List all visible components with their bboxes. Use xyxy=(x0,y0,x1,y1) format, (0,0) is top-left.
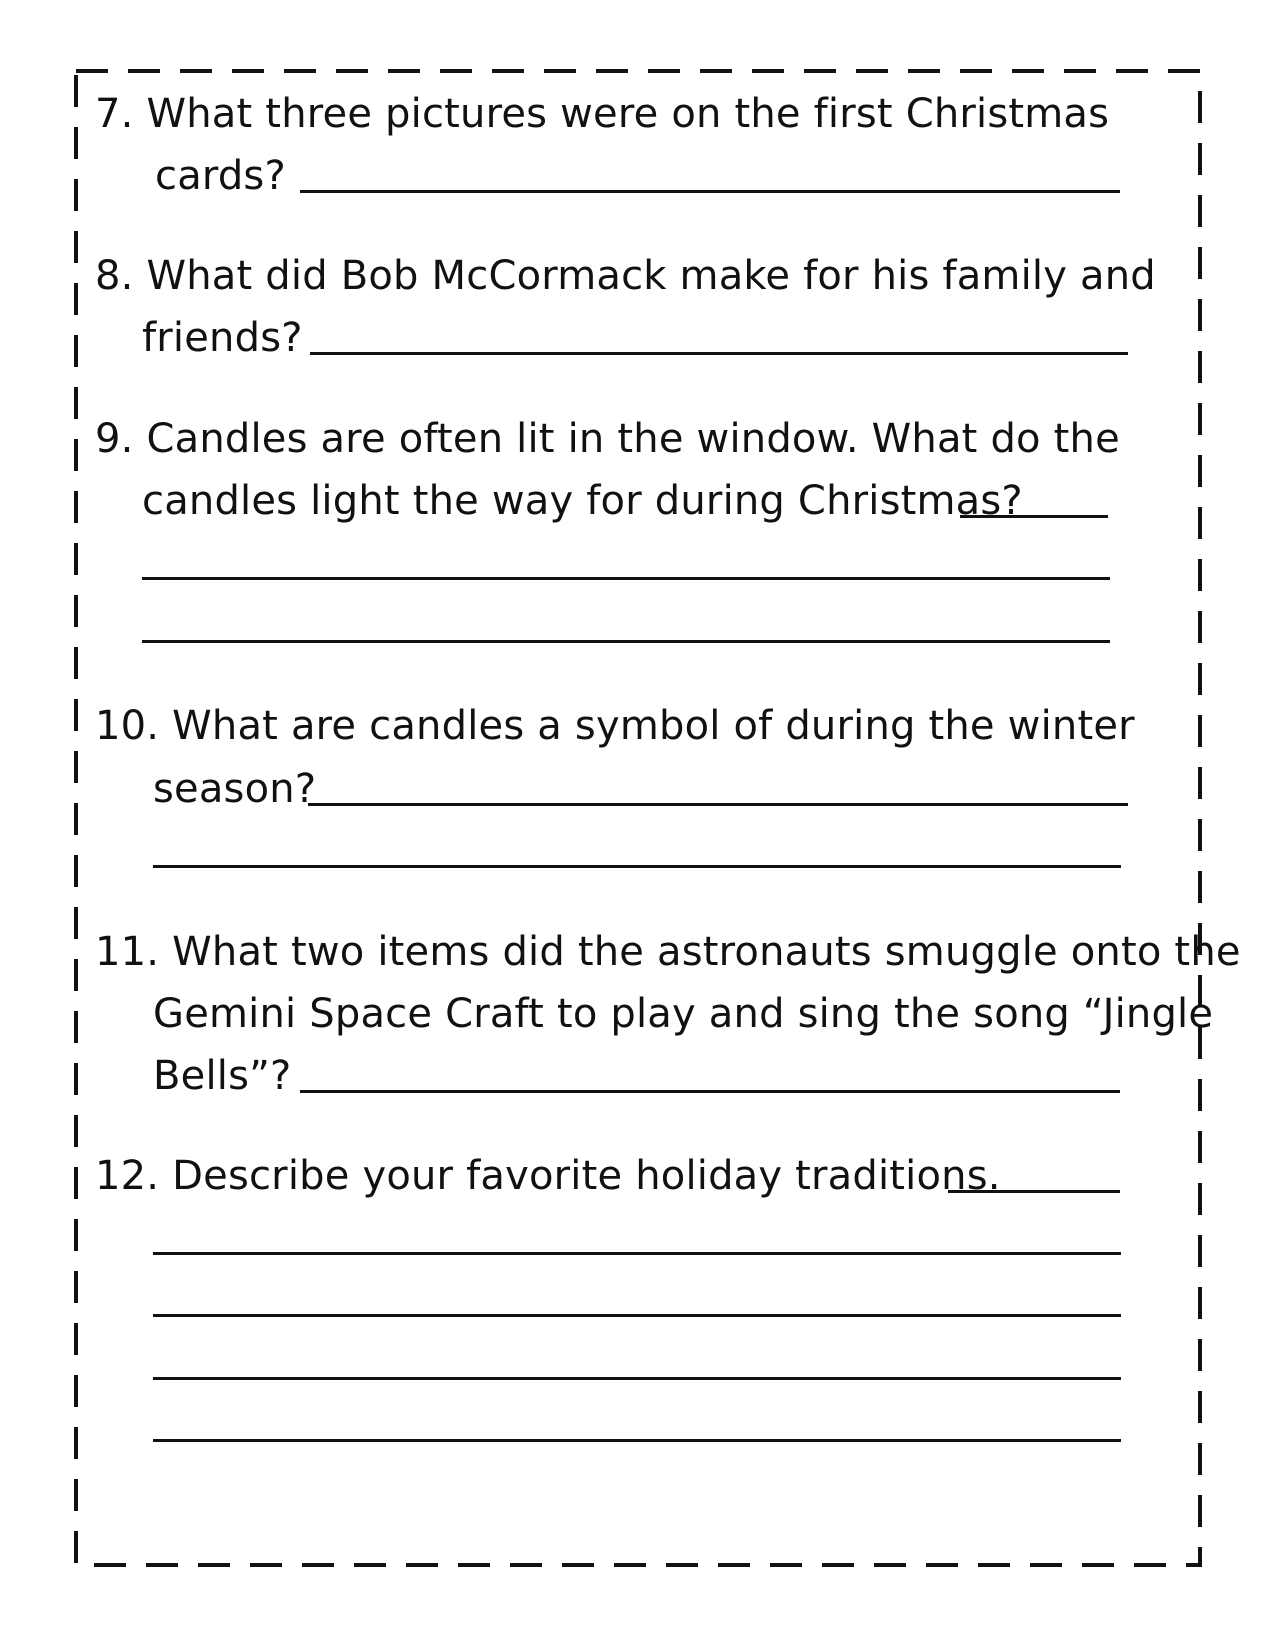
question-10-text xyxy=(95,702,1135,750)
question-number: 7. xyxy=(95,91,134,137)
question-9-text-cont xyxy=(142,477,1023,525)
question-text: season? xyxy=(153,766,317,812)
answer-line[interactable] xyxy=(153,1252,1121,1255)
question-12-text xyxy=(95,1152,1001,1200)
question-number: 8. xyxy=(95,253,134,299)
question-8-text-cont xyxy=(142,314,303,362)
answer-line[interactable] xyxy=(153,1377,1121,1380)
answer-line[interactable] xyxy=(310,352,1128,355)
question-9-text xyxy=(95,415,1120,463)
question-10-text-cont xyxy=(153,765,316,813)
answer-line[interactable] xyxy=(142,640,1110,643)
question-number: 10. xyxy=(95,703,160,749)
question-text: Bells”? xyxy=(153,1053,292,1099)
question-text: What did Bob McCormack make for his family and xyxy=(146,253,1156,299)
question-11-text-cont2 xyxy=(153,1052,291,1100)
answer-line[interactable] xyxy=(300,1090,1120,1093)
question-11-text xyxy=(95,928,1241,976)
question-text: friends? xyxy=(142,315,303,361)
question-text: Candles are often lit in the window. What do the xyxy=(146,416,1120,462)
question-number: 12. xyxy=(95,1153,160,1199)
answer-line[interactable] xyxy=(308,803,1128,806)
question-text: What are candles a symbol of during the winter xyxy=(172,703,1135,749)
answer-line[interactable] xyxy=(948,1190,1120,1193)
question-number: 11. xyxy=(95,929,160,975)
question-8-text xyxy=(95,252,1156,300)
question-text: What two items did the astronauts smuggle onto the xyxy=(172,929,1241,975)
answer-line[interactable] xyxy=(153,1314,1121,1317)
question-number: 9. xyxy=(95,416,134,462)
answer-line[interactable] xyxy=(142,577,1110,580)
answer-line[interactable] xyxy=(153,1439,1121,1442)
question-text: What three pictures were on the first Christmas xyxy=(146,91,1110,137)
answer-line[interactable] xyxy=(153,865,1121,868)
question-text: candles light the way for during Christmas? xyxy=(142,478,1023,524)
answer-line[interactable] xyxy=(300,190,1120,193)
question-7-text xyxy=(95,90,1109,138)
question-text: Describe your favorite holiday traditions. xyxy=(172,1153,1001,1199)
question-7-text-cont xyxy=(155,152,286,200)
answer-line[interactable] xyxy=(960,515,1108,518)
question-text: cards? xyxy=(155,153,286,199)
question-text: Gemini Space Craft to play and sing the song “Jingle xyxy=(153,991,1214,1037)
question-11-text-cont xyxy=(153,990,1213,1038)
